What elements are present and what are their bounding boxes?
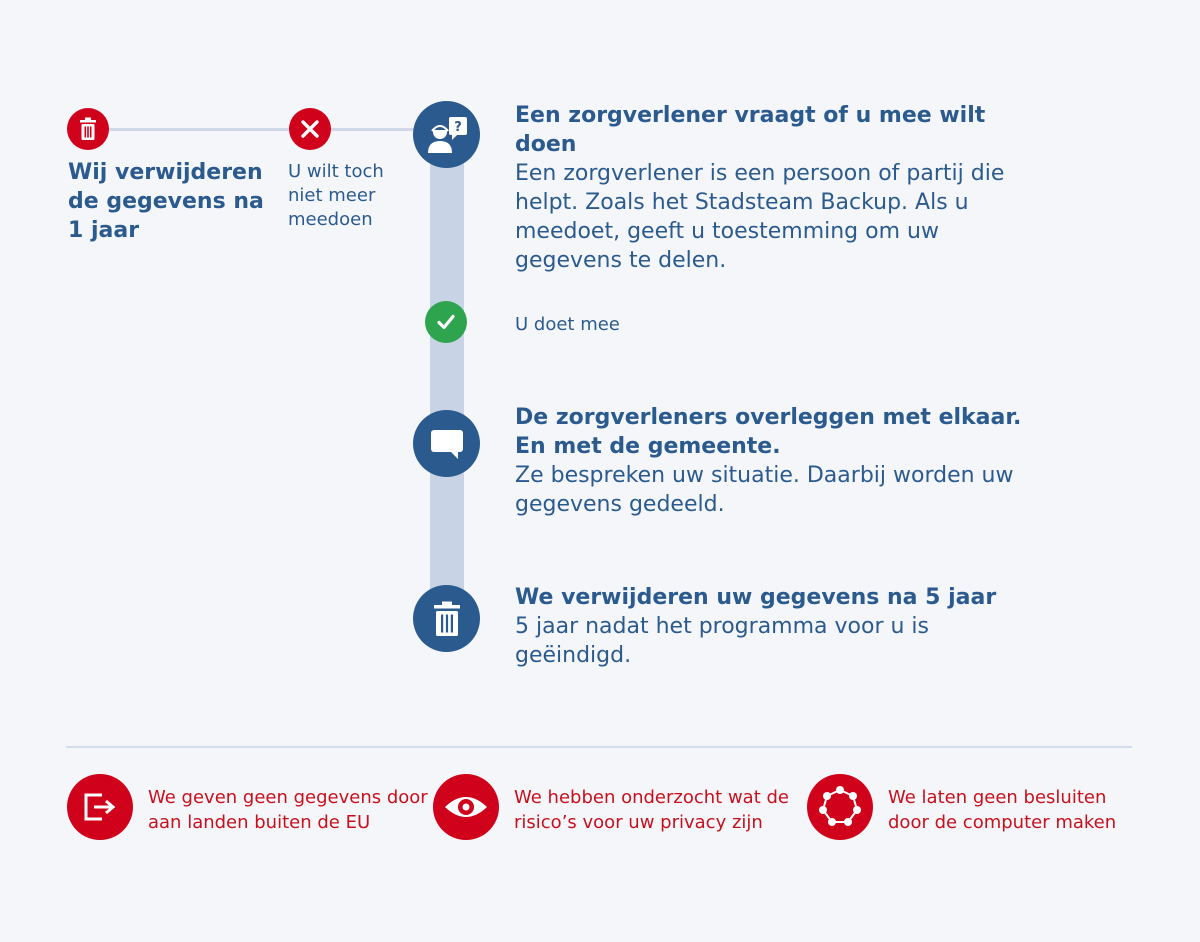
eye-icon (443, 793, 489, 821)
care-provider-question-icon (425, 115, 469, 155)
opt-out-label: U wilt toch niet meer meedoen (288, 161, 384, 230)
step-delete-5-years (515, 583, 1035, 670)
delete-1-year-circle (67, 108, 109, 150)
svg-text:?: ? (453, 119, 462, 135)
no-transfer-circle (67, 774, 133, 840)
export-icon (82, 792, 118, 822)
privacy-risk-text: We hebben onderzocht wat de risico’s voor uw privacy zijn (514, 787, 789, 833)
delete-5-years-circle (413, 585, 480, 652)
opt-out-circle (289, 108, 331, 150)
step-description: Ze bespreken uw situatie. Daarbij worden uw gegevens gedeeld. (515, 463, 1014, 517)
step-description: 5 jaar nadat het programma voor u is geëindigd. (515, 614, 929, 668)
consultation-circle (413, 410, 480, 477)
consent-circle (425, 301, 467, 343)
step-heading: De zorgverleners overleggen met elkaar. En met de gemeente. (515, 405, 1022, 459)
timeline-bar (430, 150, 464, 610)
close-icon (299, 118, 321, 140)
divider (66, 746, 1132, 748)
privacy-risk-circle (433, 774, 499, 840)
connector-line-left (100, 128, 300, 131)
step-description: Een zorgverlener is een persoon of partij die helpt. Zoals het Stadsteam Backup. Als u meedoet, geeft u toestemming om uw gegevens te delen. (515, 161, 1005, 273)
checkmark-icon (435, 311, 457, 333)
step-heading: We verwijderen uw gegevens na 5 jaar (515, 585, 997, 610)
care-provider-circle (413, 101, 480, 168)
delete-after-1-year-title: Wij verwijderen de gegevens na 1 jaar (68, 160, 264, 243)
trash-icon (432, 601, 462, 637)
step-ask-participation (515, 101, 1045, 275)
step-consultation (515, 403, 1055, 519)
chat-icon (429, 427, 465, 461)
trash-icon (77, 117, 99, 141)
no-automated-decisions-circle (807, 774, 873, 840)
consent-label: U doet mee (515, 314, 620, 335)
network-icon (819, 786, 861, 828)
no-automated-decisions-text: We laten geen besluiten door de computer maken (888, 787, 1117, 833)
step-heading: Een zorgverlener vraagt of u mee wilt doen (515, 103, 986, 157)
no-transfer-text: We geven geen gegevens door aan landen buiten de EU (148, 787, 428, 833)
